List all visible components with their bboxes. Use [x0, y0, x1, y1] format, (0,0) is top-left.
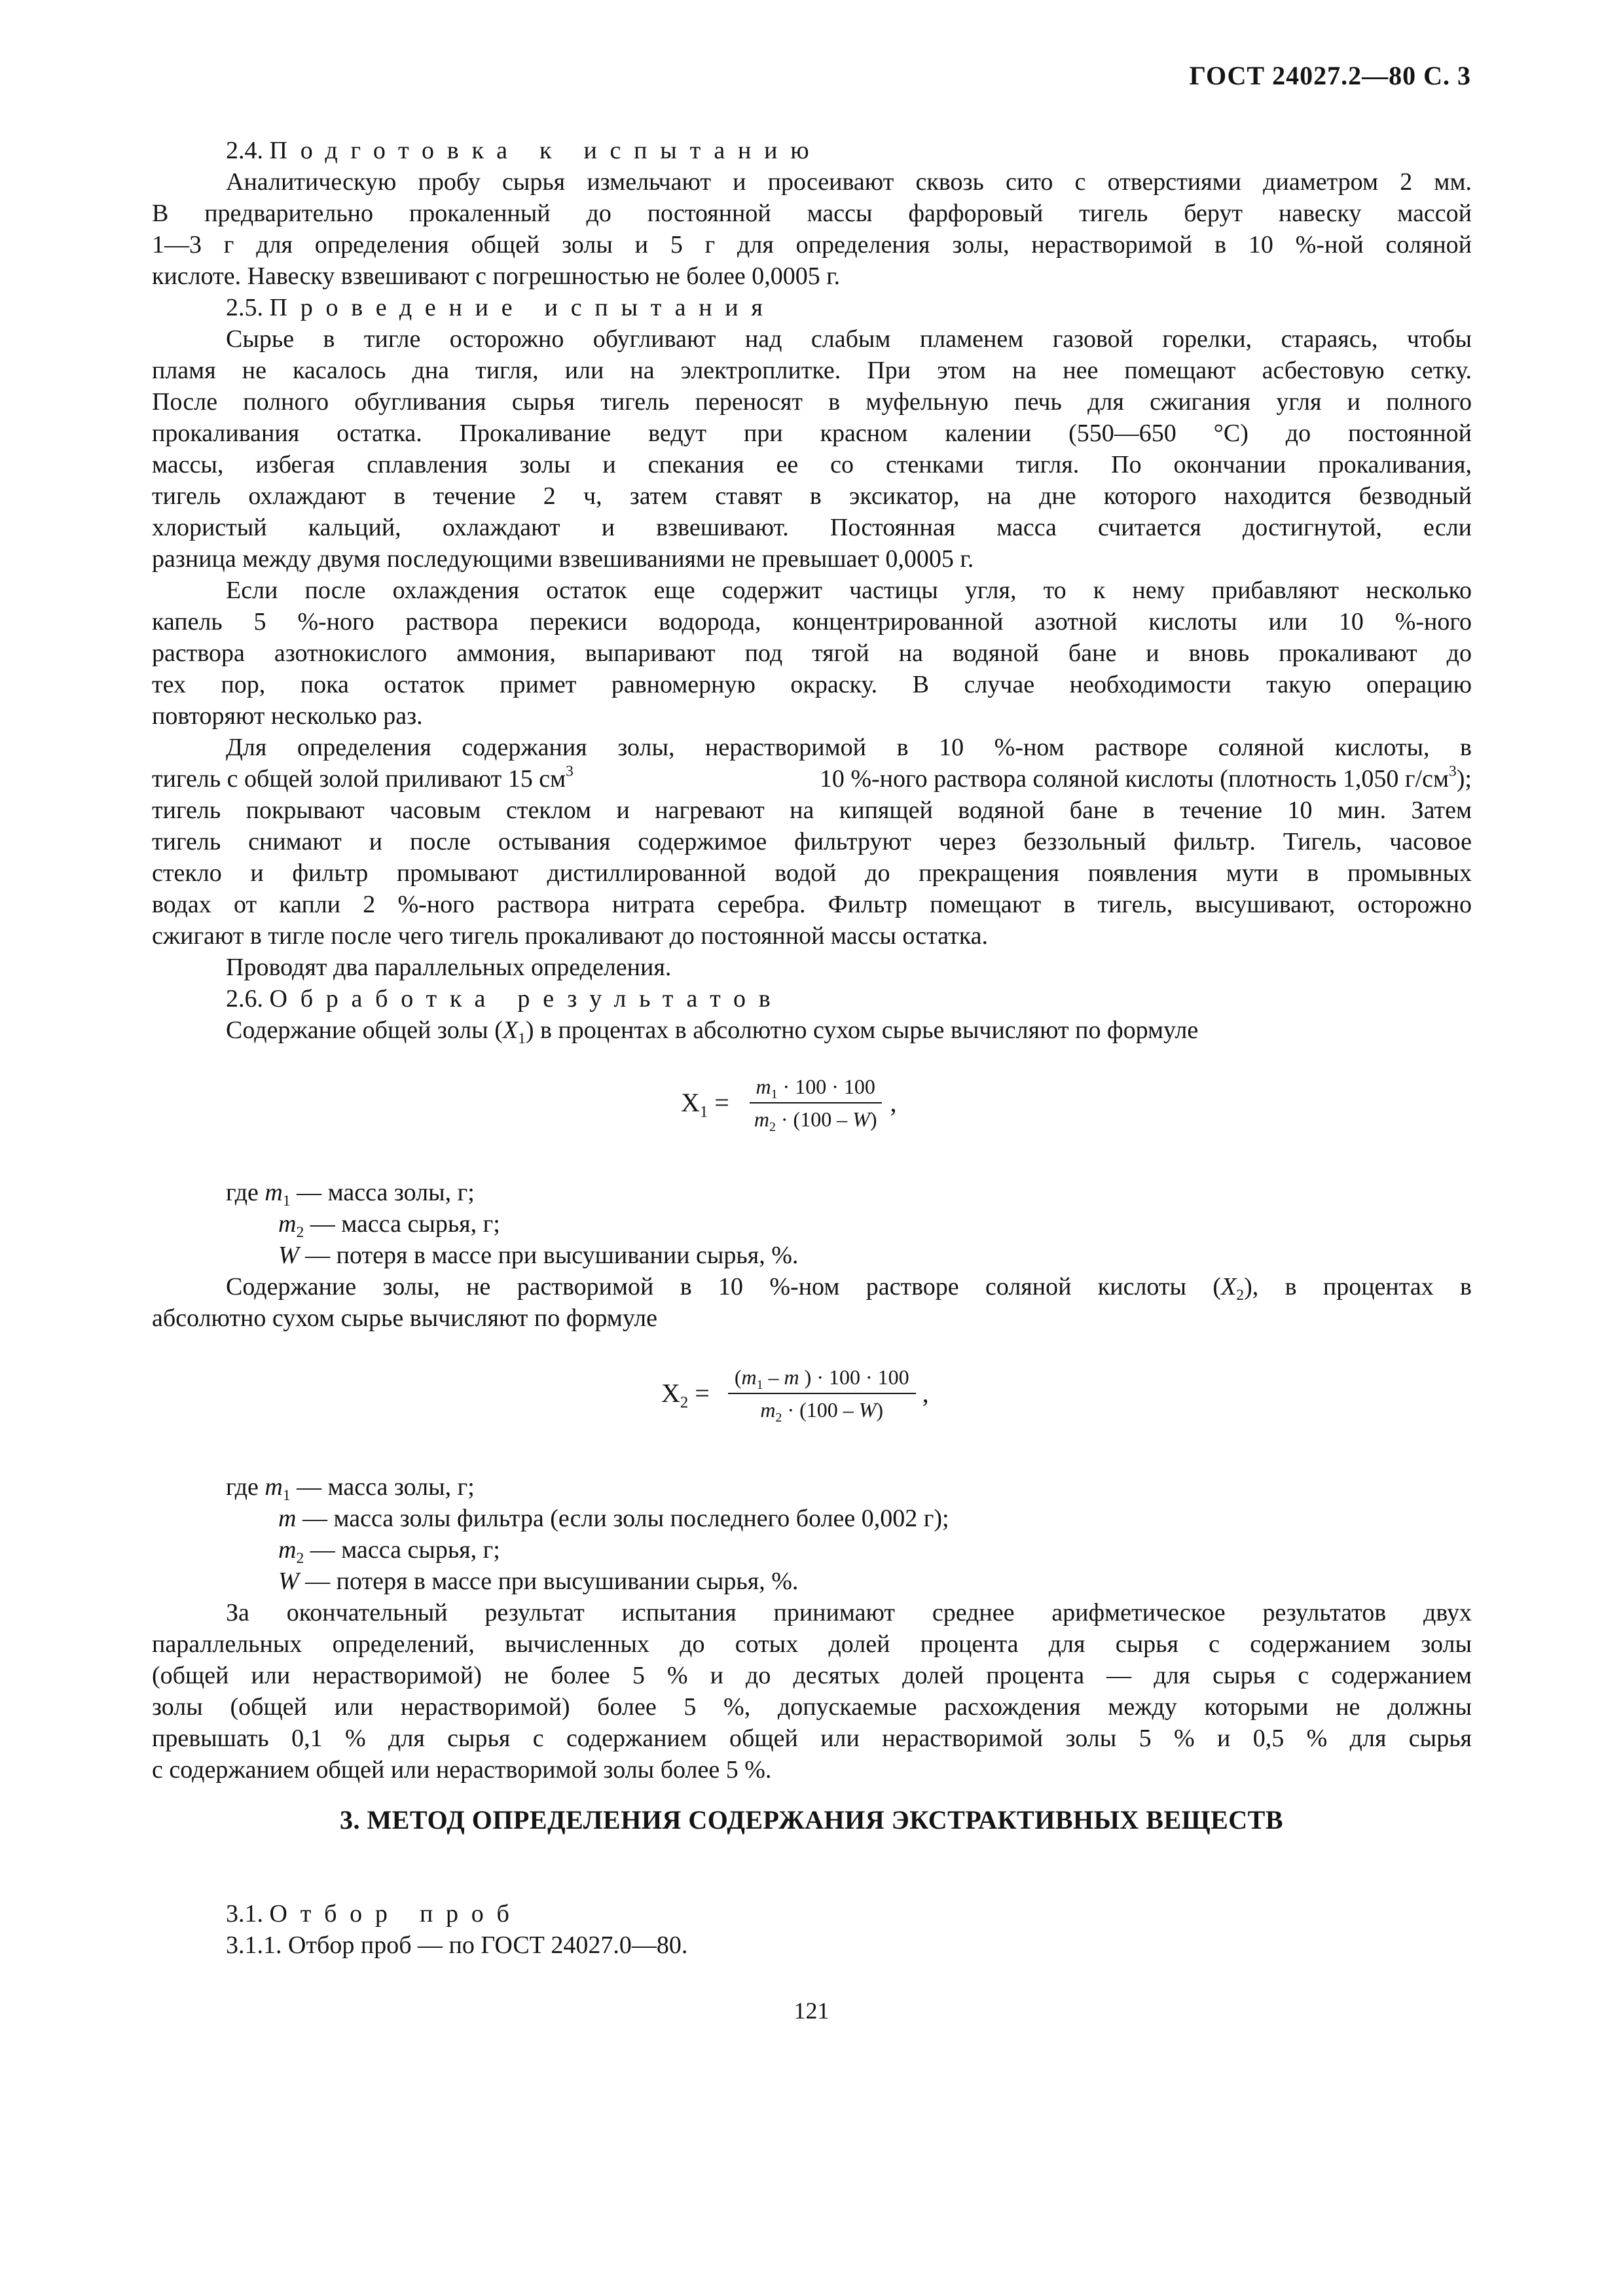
legend-row	[278, 1208, 500, 1240]
section-3-1-heading	[226, 1898, 522, 1929]
line-fragment: 10 %-ного раствора соляной кислоты (плотность 1,050 $г/см^3$);	[819, 762, 1472, 793]
paragraph-line: 1—3 г для определения общей золы и 5 г для определения золы, нерастворимой в 10 %-ной соляной	[152, 231, 1472, 259]
legend-symbol: m	[278, 1505, 297, 1532]
paragraph-line: За окончательный результат испытания принимают среднее арифметическое результатов двух	[226, 1599, 1472, 1626]
page-header: ГОСТ 24027.2—80 С. 3	[1189, 61, 1471, 90]
paragraph-line: с содержанием общей или нерастворимой золы более 5 %.	[152, 1756, 772, 1784]
legend-symbol: m	[264, 1179, 283, 1206]
formula-lhs: $X_2$ =	[661, 1378, 710, 1412]
legend-symbol: m	[264, 1473, 283, 1501]
formula-1-intro: Содержание общей золы $(X_1)$ в процентах в абсолютно сухом сырье вычисляют по формуле	[226, 1016, 1199, 1048]
formula-denominator: $m_2 \cdot (100 - W)$	[754, 1107, 877, 1134]
paragraph-line: прокаливания остатка. Прокаливание ведут при красном калении (550—650 °С) до постоянной	[152, 420, 1472, 447]
paragraph-line: превышать 0,1 % для сырья с содержанием общей или нерастворимой золы 5 % и 0,5 % для сырья	[152, 1725, 1472, 1752]
paragraph-line: золы (общей или нерастворимой) более 5 %, допускаемые расхождения между которыми не должны	[152, 1693, 1472, 1721]
formula-fraction	[748, 1073, 884, 1132]
paragraph-line: После полного обугливания сырья тигель переносят в муфельную печь для сжигания угля и полного	[152, 388, 1472, 416]
formula-2-intro: Содержание золы, не растворимой в 10 %-ном растворе соляной кислоты $(X_2)$, в процентах в	[226, 1273, 1472, 1304]
paragraph-line: сжигают в тигле после чего тигель прокаливают до постоянной массы остатка.	[152, 922, 988, 950]
legend-symbol: W	[278, 1242, 299, 1269]
legend-row	[278, 1503, 949, 1534]
legend-text: — потеря в массе при высушивании сырья, %.	[299, 1242, 799, 1269]
formula-lhs: $X_1$ =	[681, 1088, 729, 1121]
formula-1	[681, 1073, 897, 1132]
legend-subscript: 1	[282, 1193, 291, 1210]
paragraph-line: тигель охлаждают в течение 2 ч, затем ставят в эксикатор, на дне которого находится безводный	[152, 482, 1472, 510]
paragraph-line: параллельных определений, вычисленных до сотых долей процента для сырья с содержанием золы	[152, 1630, 1472, 1658]
paragraph-line: Если после охлаждения остаток еще содержит частицы угля, то к нему прибавляют несколько	[226, 577, 1472, 604]
paragraph-line: (общей или нерастворимой) не более 5 % и до десятых долей процента — для сырья с содержанием	[152, 1662, 1472, 1689]
legend-subscript: 1	[282, 1487, 291, 1505]
legend-row	[226, 1177, 475, 1208]
section-3-heading: 3. МЕТОД ОПРЕДЕЛЕНИЯ СОДЕРЖАНИЯ ЭКСТРАКТИВНЫХ ВЕЩЕСТВ	[340, 1805, 1283, 1835]
paragraph-line: кислоте. Навеску взвешивают с погрешностью не более 0,0005 г.	[152, 262, 841, 290]
section-2-4-heading	[226, 135, 822, 166]
page-number: 121	[793, 1998, 830, 2024]
formula-2-intro-line-2: абсолютно сухом сырье вычисляют по формуле	[152, 1304, 658, 1332]
section-2-6-heading	[226, 983, 784, 1014]
section-number: 3.1.	[226, 1900, 263, 1928]
section-title: Обработка результатов	[269, 985, 784, 1013]
paragraph-line: водах от капли 2 %-ного раствора нитрата серебра. Фильтр помещают в тигель, высушивают, осторожно	[152, 891, 1472, 918]
legend-subscript: 2	[296, 1224, 304, 1242]
paragraph-line: тех пор, пока остаток примет равномерную окраску. В случае необходимости такую операцию	[152, 671, 1472, 698]
paragraph-line: массы, избегая сплавления золы и спекания ее со стенками тигля. По окончании прокаливания,	[152, 451, 1472, 478]
paragraph-line: Для определения содержания золы, нерастворимой в 10 %-ном растворе соляной кислоты, в	[226, 734, 1472, 761]
paragraph-line: разница между двумя последующими взвешиваниями не превышает 0,0005 г.	[152, 545, 974, 573]
section-title: Отбор проб	[269, 1900, 522, 1928]
legend-text: — масса сырья, г;	[304, 1210, 500, 1238]
legend-prefix: где	[226, 1179, 265, 1206]
legend-row	[278, 1534, 500, 1566]
paragraph-line-with-units	[152, 763, 1472, 795]
section-number: 2.6.	[226, 985, 263, 1013]
legend-row	[278, 1240, 798, 1271]
legend-symbol: m	[278, 1536, 297, 1564]
section-number: 2.4.	[226, 137, 263, 164]
legend-symbol: W	[278, 1568, 299, 1595]
paragraph-line: Проводят два параллельных определения.	[226, 954, 672, 981]
section-title: Проведение испытания	[269, 294, 776, 321]
legend-subscript: 2	[296, 1550, 304, 1568]
legend-row	[278, 1566, 798, 1597]
legend-text: — масса золы фильтра (если золы последнего более 0,002 г);	[296, 1505, 949, 1532]
paragraph-line: Сырье в тигле осторожно обугливают над слабым пламенем газовой горелки, стараясь, чтобы	[226, 325, 1472, 353]
legend-text: — потеря в массе при высушивании сырья, %.	[299, 1568, 799, 1595]
paragraph-line: тигель снимают и после остывания содержимое фильтруют через беззольный фильтр. Тигель, часовое	[152, 828, 1472, 855]
legend-text: — масса сырья, г;	[304, 1536, 500, 1564]
formula-fraction	[728, 1364, 916, 1423]
paragraph-line: раствора азотнокислого аммония, выпаривают под тягой на водяной бане и вновь прокаливают до	[152, 639, 1472, 667]
paragraph-line: стекло и фильтр промывают дистиллированной водой до прекращения появления мути в промывных	[152, 859, 1472, 887]
section-title: Подготовка к испытанию	[269, 137, 822, 164]
formula-tail: ,	[922, 1378, 929, 1408]
legend-prefix: где	[226, 1473, 265, 1501]
legend-row	[226, 1471, 475, 1503]
legend-text: — масса золы, г;	[290, 1473, 475, 1501]
formula-numerator: $m_1 \cdot 100 \cdot 100$	[750, 1073, 882, 1103]
paragraph-line: тигель покрывают часовым стеклом и нагревают на кипящей водяной бане в течение 10 мин. Затем	[152, 797, 1472, 824]
section-3-1-1-item: 3.1.1. Отбор проб — по ГОСТ 24027.0—80.	[226, 1931, 688, 1959]
paragraph-line: В предварительно прокаленный до постоянной массы фарфоровый тигель берут навеску массой	[152, 200, 1472, 227]
formula-denominator: $m_2 \cdot (100 - W)$	[760, 1398, 884, 1425]
legend-symbol: m	[278, 1210, 297, 1238]
paragraph-line: хлористый кальций, охлаждают и взвешивают. Постоянная масса считается достигнутой, если	[152, 514, 1472, 541]
formula-tail: ,	[890, 1088, 897, 1117]
section-2-5-heading	[226, 292, 776, 323]
paragraph-line: капель 5 %-ного раствора перекиси водорода, концентрированной азотной кислоты или 10 %-ного	[152, 608, 1472, 636]
section-number: 2.5.	[226, 294, 263, 321]
line-fragment: тигель с общей золой приливают 15 $см^3$	[152, 762, 574, 793]
formula-2	[661, 1364, 929, 1423]
paragraph-line: повторяют несколько раз.	[152, 702, 423, 730]
paragraph-line: Аналитическую пробу сырья измельчают и просеивают сквозь сито с отверстиями диаметром 2 мм.	[226, 168, 1472, 196]
paragraph-line: пламя не касалось дна тигля, или на электроплитке. При этом на нее помещают асбестовую сетку.	[152, 357, 1472, 384]
formula-numerator: ($m_1$ – m ) · 100 · 100	[728, 1364, 916, 1394]
legend-text: — масса золы, г;	[290, 1179, 475, 1206]
